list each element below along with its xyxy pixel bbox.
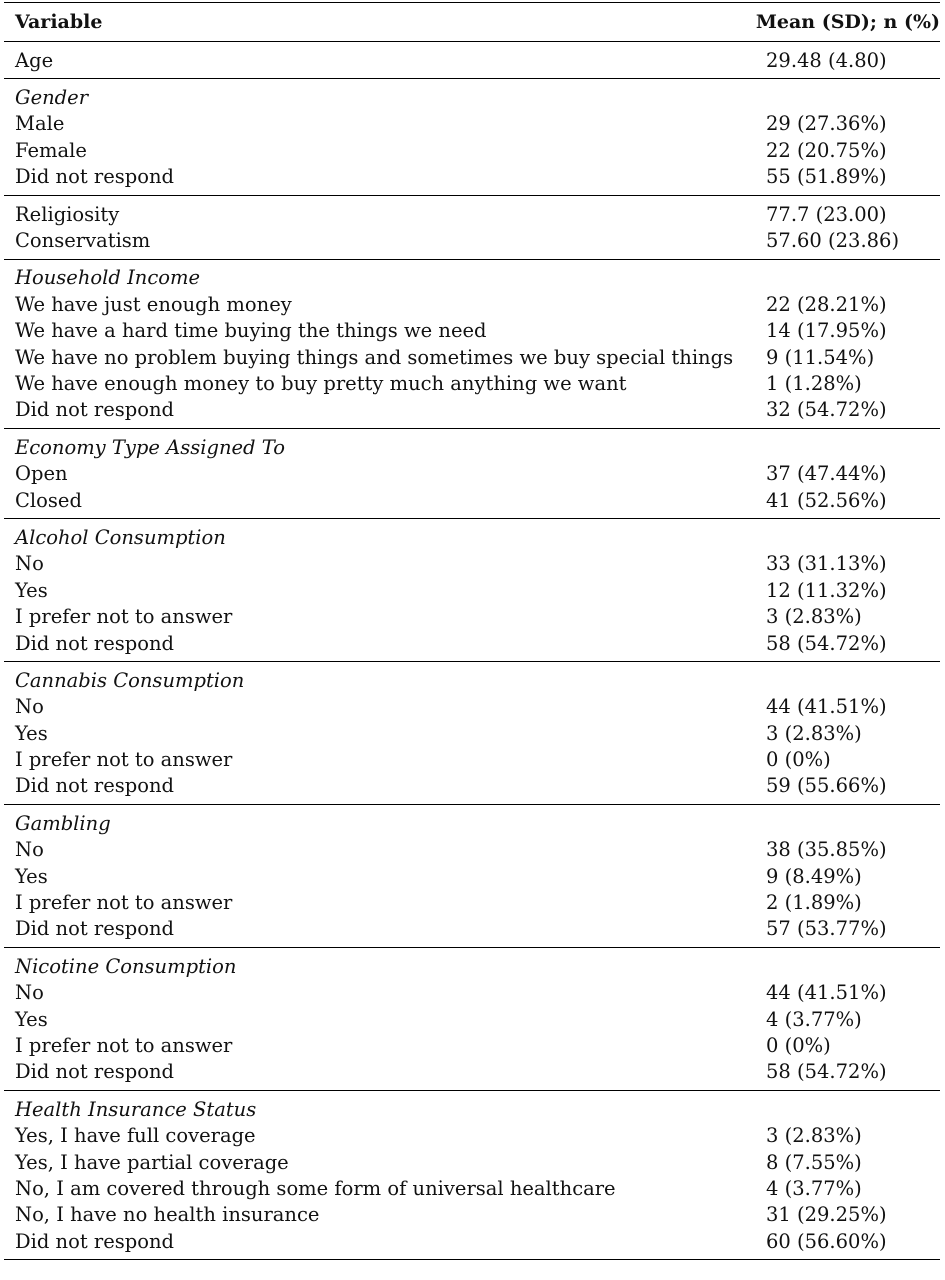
row-value: 8 (7.55%) xyxy=(766,1150,862,1174)
table-body xyxy=(4,42,940,1259)
group-title: Economy Type Assigned To xyxy=(15,435,285,459)
table-row xyxy=(4,837,940,863)
table-row xyxy=(4,397,940,423)
row-label: We have no problem buying things and sometimes we buy special things xyxy=(15,345,734,369)
row-value: 3 (2.83%) xyxy=(766,721,862,745)
row-value: 4 (3.77%) xyxy=(766,1007,862,1031)
row-label: No xyxy=(15,838,44,862)
table-group xyxy=(4,79,940,196)
table-row xyxy=(4,603,940,629)
table-group xyxy=(4,519,940,662)
row-label: No xyxy=(15,981,44,1005)
group-title-row xyxy=(4,953,940,979)
table-group xyxy=(4,1091,940,1259)
table-group xyxy=(4,805,940,948)
table-row xyxy=(4,863,940,889)
row-value: 60 (56.60%) xyxy=(766,1229,887,1253)
row-value: 0 (0%) xyxy=(766,1033,831,1057)
table-row xyxy=(4,773,940,799)
row-value: 29 (27.36%) xyxy=(766,112,887,136)
row-label: Religiosity xyxy=(15,202,120,226)
table-group xyxy=(4,948,940,1091)
table-row xyxy=(4,47,940,73)
row-label: Conservatism xyxy=(15,229,151,253)
row-value: 4 (3.77%) xyxy=(766,1176,862,1200)
row-value: 12 (11.32%) xyxy=(766,578,887,602)
table-row xyxy=(4,370,940,396)
row-value: 33 (31.13%) xyxy=(766,552,887,576)
row-label: Yes, I have full coverage xyxy=(15,1124,256,1148)
table-bottom-rule xyxy=(4,1259,940,1260)
row-label: No, I have no health insurance xyxy=(15,1203,320,1227)
row-value: 1 (1.28%) xyxy=(766,371,862,395)
row-value: 0 (0%) xyxy=(766,748,831,772)
row-value: 3 (2.83%) xyxy=(766,605,862,629)
table-row xyxy=(4,1202,940,1228)
table-row xyxy=(4,1006,940,1032)
row-value: 57.60 (23.86) xyxy=(766,229,900,253)
row-value: 3 (2.83%) xyxy=(766,1124,862,1148)
group-title-row xyxy=(4,84,940,110)
table-group xyxy=(4,429,940,519)
row-value: 2 (1.89%) xyxy=(766,891,862,915)
group-title-row xyxy=(4,434,940,460)
row-label: Did not respond xyxy=(15,774,175,798)
group-title: Nicotine Consumption xyxy=(15,954,237,978)
row-value: 57 (53.77%) xyxy=(766,917,887,941)
table-group xyxy=(4,42,940,79)
row-label: Yes xyxy=(15,864,48,888)
row-value: 44 (41.51%) xyxy=(766,695,887,719)
table-row xyxy=(4,1032,940,1058)
row-label: We have just enough money xyxy=(15,292,292,316)
demographics-table xyxy=(4,2,940,1260)
table-row xyxy=(4,916,940,942)
table-row xyxy=(4,694,940,720)
group-title: Cannabis Consumption xyxy=(15,668,245,692)
row-value: 58 (54.72%) xyxy=(766,1060,887,1084)
table-row xyxy=(4,344,940,370)
table-row xyxy=(4,227,940,253)
group-title: Gambling xyxy=(15,811,111,835)
row-label: We have enough money to buy pretty much anything we want xyxy=(15,371,627,395)
row-label: Yes xyxy=(15,721,48,745)
row-label: Age xyxy=(15,48,54,72)
header-variable: Variable xyxy=(15,11,103,33)
row-label: Yes, I have partial coverage xyxy=(15,1150,289,1174)
table-row xyxy=(4,487,940,513)
group-title-row xyxy=(4,810,940,836)
row-label: We have a hard time buying the things we need xyxy=(15,319,487,343)
table-row xyxy=(4,137,940,163)
row-label: Did not respond xyxy=(15,1060,175,1084)
row-value: 22 (20.75%) xyxy=(766,138,887,162)
row-value: 29.48 (4.80) xyxy=(766,48,887,72)
row-label: Male xyxy=(15,112,65,136)
row-value: 44 (41.51%) xyxy=(766,981,887,1005)
table-row xyxy=(4,1175,940,1201)
table-group xyxy=(4,260,940,429)
group-title: Health Insurance Status xyxy=(15,1097,257,1121)
row-label: I prefer not to answer xyxy=(15,748,233,772)
row-value: 9 (8.49%) xyxy=(766,864,862,888)
row-value: 31 (29.25%) xyxy=(766,1203,887,1227)
table-row xyxy=(4,291,940,317)
row-label: Open xyxy=(15,462,68,486)
row-value: 22 (28.21%) xyxy=(766,292,887,316)
row-label: I prefer not to answer xyxy=(15,1033,233,1057)
group-title: Gender xyxy=(15,86,89,110)
row-label: Female xyxy=(15,138,87,162)
table-row xyxy=(4,460,940,486)
row-label: Yes xyxy=(15,578,48,602)
row-label: Yes xyxy=(15,1007,48,1031)
group-title-row xyxy=(4,1096,940,1122)
table-row xyxy=(4,577,940,603)
row-value: 41 (52.56%) xyxy=(766,488,887,512)
row-label: Closed xyxy=(15,488,82,512)
table-row xyxy=(4,1122,940,1148)
table-row xyxy=(4,318,940,344)
table-row xyxy=(4,630,940,656)
row-value: 9 (11.54%) xyxy=(766,345,875,369)
group-title: Household Income xyxy=(15,266,201,290)
row-value: 37 (47.44%) xyxy=(766,462,887,486)
row-label: Did not respond xyxy=(15,631,175,655)
table-row xyxy=(4,551,940,577)
table-row xyxy=(4,889,940,915)
row-label: Did not respond xyxy=(15,398,175,422)
row-label: Did not respond xyxy=(15,917,175,941)
group-title-row xyxy=(4,524,940,550)
row-value: 38 (35.85%) xyxy=(766,838,887,862)
row-label: I prefer not to answer xyxy=(15,891,233,915)
table-row xyxy=(4,201,940,227)
table-header-row xyxy=(4,3,940,42)
row-value: 77.7 (23.00) xyxy=(766,202,887,226)
table-row xyxy=(4,1059,940,1085)
row-label: I prefer not to answer xyxy=(15,605,233,629)
group-title: Alcohol Consumption xyxy=(15,525,226,549)
table-group xyxy=(4,662,940,805)
row-label: No xyxy=(15,695,44,719)
row-value: 59 (55.66%) xyxy=(766,774,887,798)
table-group xyxy=(4,196,940,260)
table-row xyxy=(4,980,940,1006)
table-row xyxy=(4,1228,940,1254)
table-row xyxy=(4,746,940,772)
row-value: 14 (17.95%) xyxy=(766,319,887,343)
row-value: 55 (51.89%) xyxy=(766,165,887,189)
group-title-row xyxy=(4,265,940,291)
table-row xyxy=(4,1149,940,1175)
row-value: 32 (54.72%) xyxy=(766,398,887,422)
table-row xyxy=(4,164,940,190)
table-row xyxy=(4,720,940,746)
row-label: No xyxy=(15,552,44,576)
header-value: Mean (SD); n (%) xyxy=(755,11,940,33)
group-title-row xyxy=(4,667,940,693)
row-label: Did not respond xyxy=(15,1229,175,1253)
row-label: Did not respond xyxy=(15,165,175,189)
row-value: 58 (54.72%) xyxy=(766,631,887,655)
row-label: No, I am covered through some form of universal healthcare xyxy=(15,1176,616,1200)
table-row xyxy=(4,111,940,137)
